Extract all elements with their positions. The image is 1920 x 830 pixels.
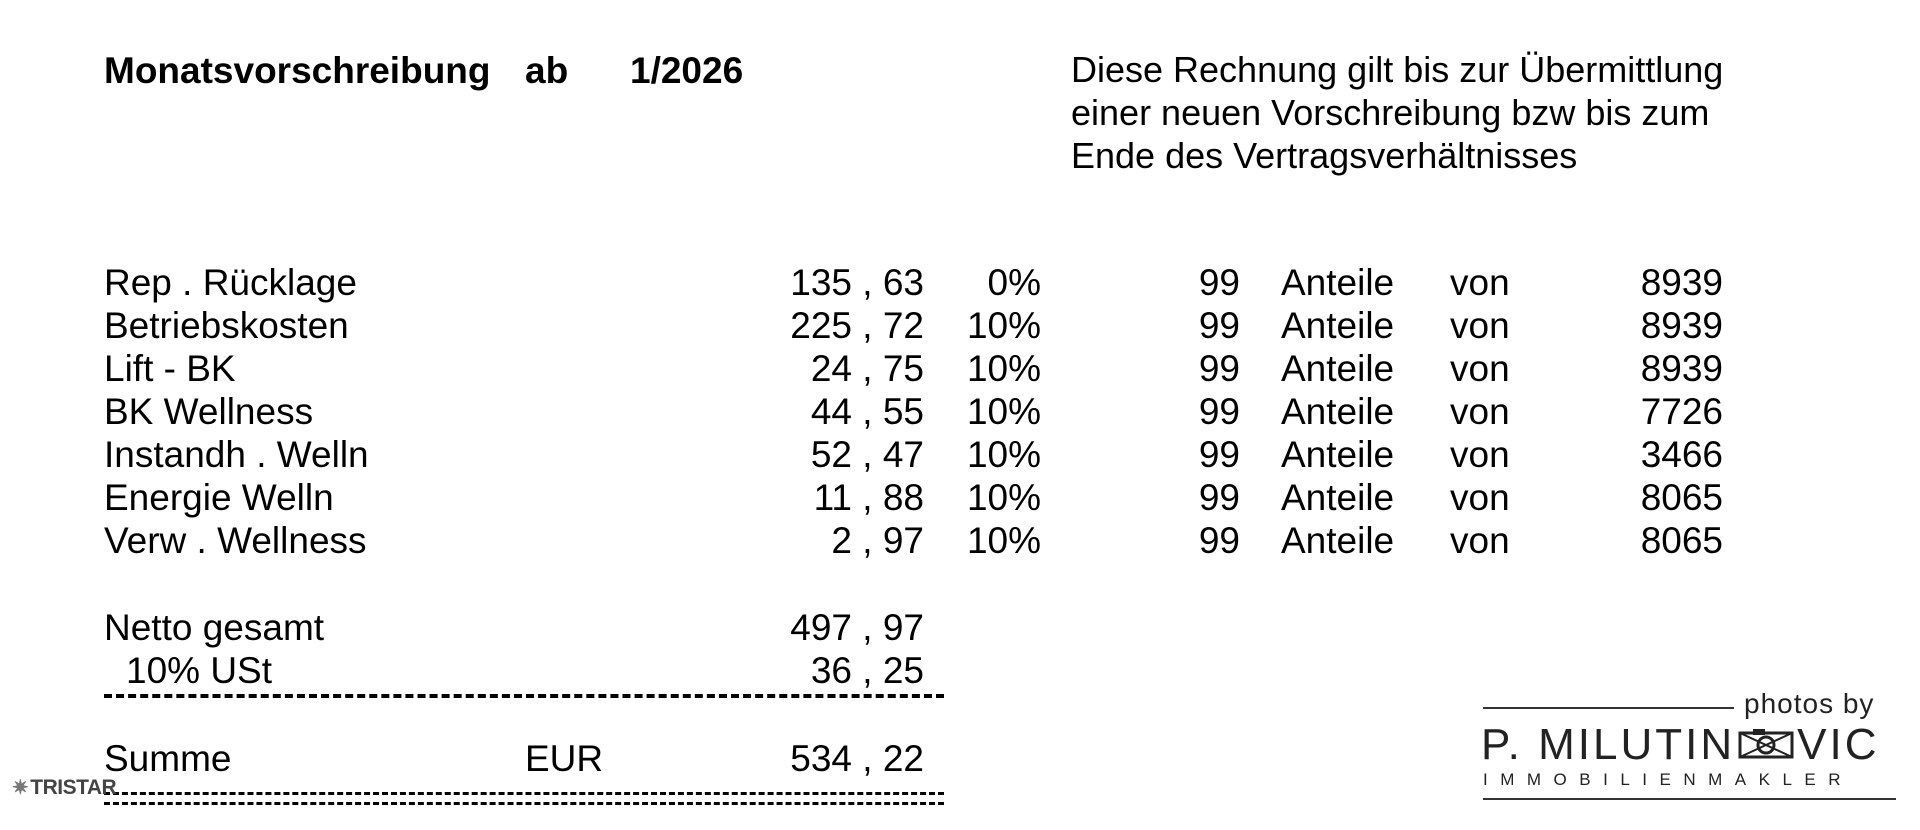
- logo-photos-by: photos by: [1744, 688, 1875, 719]
- title-ab: ab: [525, 50, 569, 91]
- vat-label: 10% USt: [126, 650, 273, 691]
- cost-unit: Anteile: [1281, 262, 1395, 303]
- subtotal-divider: [104, 694, 944, 698]
- cost-of: von: [1450, 434, 1510, 475]
- cost-table: [0, 262, 1920, 563]
- cost-tax: 0%: [987, 262, 1041, 303]
- cost-tax: 10%: [966, 477, 1041, 518]
- cost-total-shares: 3466: [1640, 434, 1723, 475]
- vat-row: [0, 650, 1920, 693]
- cost-of: von: [1450, 520, 1510, 561]
- cost-tax: 10%: [966, 520, 1041, 561]
- table-row: [0, 262, 1920, 305]
- sum-amount: 534 , 22: [790, 738, 924, 779]
- cost-name: Verw . Wellness: [104, 520, 367, 561]
- document-title: [104, 50, 744, 92]
- cost-shares: 99: [1198, 391, 1240, 432]
- cost-of: von: [1450, 391, 1510, 432]
- title-text: Monatsvorschreibung: [104, 50, 491, 91]
- cost-shares: 99: [1198, 348, 1240, 389]
- cost-name: Instandh . Welln: [104, 434, 369, 475]
- tristar-logo: [12, 775, 116, 800]
- cost-shares: 99: [1198, 305, 1240, 346]
- cost-shares: 99: [1198, 520, 1240, 561]
- note-line: einer neuen Vorschreibung bzw bis zum: [1071, 92, 1710, 133]
- sum-currency: EUR: [525, 738, 604, 779]
- cost-shares: 99: [1198, 434, 1240, 475]
- cost-tax: 10%: [966, 391, 1041, 432]
- cost-total-shares: 8065: [1640, 477, 1723, 518]
- cost-tax: 10%: [966, 305, 1041, 346]
- table-row: [0, 305, 1920, 348]
- cost-amount: 135 , 63: [790, 262, 924, 303]
- cost-of: von: [1450, 477, 1510, 518]
- cost-unit: Anteile: [1281, 434, 1395, 475]
- cost-unit: Anteile: [1281, 520, 1395, 561]
- cost-amount: 2 , 97: [831, 520, 924, 561]
- photographer-logo: [1481, 720, 1879, 772]
- cost-amount: 52 , 47: [810, 434, 924, 475]
- total-double-underline-bottom: [104, 802, 944, 805]
- net-total-label: Netto gesamt: [104, 607, 325, 648]
- tristar-logo-text: TRISTAR: [30, 776, 117, 799]
- cost-name: BK Wellness: [104, 391, 314, 432]
- cost-total-shares: 8939: [1640, 348, 1723, 389]
- cost-total-shares: 8939: [1640, 305, 1723, 346]
- total-double-underline-top: [104, 792, 944, 795]
- cost-unit: Anteile: [1281, 305, 1395, 346]
- photographer-name-end: VIC: [1797, 720, 1880, 769]
- table-row: [0, 434, 1920, 477]
- cost-unit: Anteile: [1281, 348, 1395, 389]
- cost-total-shares: 8065: [1640, 520, 1723, 561]
- star-icon: ✷: [12, 777, 29, 799]
- table-row: [0, 348, 1920, 391]
- photographer-name: P. MILUTIN: [1481, 720, 1736, 769]
- cost-shares: 99: [1198, 477, 1240, 518]
- table-row: [0, 391, 1920, 434]
- cost-unit: Anteile: [1281, 391, 1395, 432]
- totals-block: [0, 607, 1920, 693]
- table-row: [0, 477, 1920, 520]
- cost-unit: Anteile: [1281, 477, 1395, 518]
- camera-icon: [1737, 722, 1795, 772]
- cost-name: Betriebskosten: [104, 305, 349, 346]
- cost-of: von: [1450, 262, 1510, 303]
- cost-of: von: [1450, 348, 1510, 389]
- cost-amount: 11 , 88: [813, 477, 924, 518]
- cost-name: Lift - BK: [104, 348, 236, 389]
- cost-total-shares: 8939: [1640, 262, 1723, 303]
- validity-note: [1071, 48, 1723, 177]
- cost-name: Energie Welln: [104, 477, 334, 518]
- vat-amount: 36 , 25: [810, 650, 924, 691]
- cost-amount: 44 , 55: [810, 391, 924, 432]
- logo-subtitle: IMMOBILIENMAKLER: [1483, 770, 1854, 789]
- note-line: Diese Rechnung gilt bis zur Übermittlung: [1071, 49, 1724, 90]
- cost-of: von: [1450, 305, 1510, 346]
- sum-label: Summe: [104, 738, 232, 779]
- cost-total-shares: 7726: [1640, 391, 1723, 432]
- cost-tax: 10%: [966, 348, 1041, 389]
- logo-rule-bottom: [1483, 798, 1896, 800]
- cost-tax: 10%: [966, 434, 1041, 475]
- net-total-row: [0, 607, 1920, 650]
- cost-amount: 225 , 72: [790, 305, 924, 346]
- table-row: [0, 520, 1920, 563]
- cost-name: Rep . Rücklage: [104, 262, 357, 303]
- cost-amount: 24 , 75: [810, 348, 924, 389]
- net-total-amount: 497 , 97: [790, 607, 924, 648]
- cost-shares: 99: [1198, 262, 1240, 303]
- note-line: Ende des Vertragsverhältnisses: [1071, 135, 1578, 176]
- logo-rule-top: [1483, 707, 1734, 709]
- title-date: 1/2026: [630, 50, 744, 91]
